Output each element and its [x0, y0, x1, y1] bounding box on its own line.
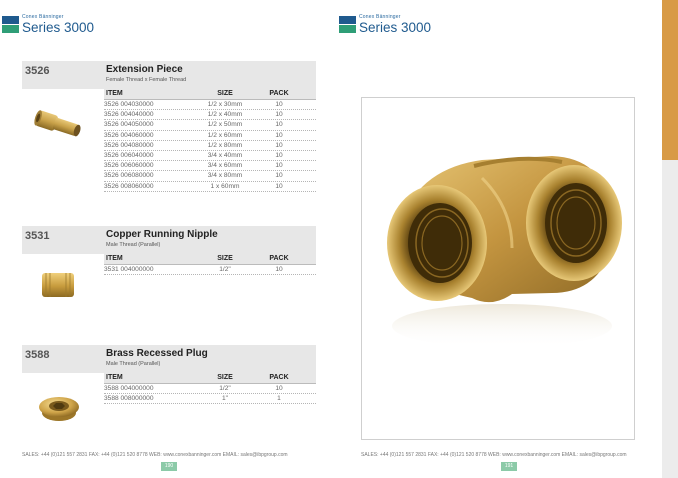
table-row: [104, 141, 316, 151]
brand-company: Conex Bänninger: [359, 14, 401, 20]
cell-item: 3526 004060000: [104, 131, 154, 139]
table-row: [104, 182, 316, 192]
cell-pack: 10: [275, 101, 283, 108]
section-tab-accent: [662, 0, 678, 160]
product-code: 3526: [25, 65, 50, 77]
cell-size: 3/4 x 80mm: [207, 172, 243, 180]
product-subtitle: Male Thread (Parallel): [106, 242, 161, 248]
column-size: SIZE: [217, 90, 233, 97]
table-row: [104, 110, 316, 120]
cell-item: 3588 008000000: [104, 395, 154, 403]
cell-size: 1 x 60mm: [210, 182, 240, 190]
running-nipple-icon: [38, 268, 78, 302]
cell-pack: 1: [277, 395, 281, 403]
column-item: ITEM: [106, 374, 123, 381]
extension-piece-icon: [30, 107, 90, 143]
cell-item: 3526 006080000: [104, 172, 154, 180]
section-header: [22, 345, 316, 373]
product-table: [104, 373, 316, 404]
cell-pack: 10: [275, 121, 283, 129]
table-row: [104, 120, 316, 130]
brand-mark-icon: [339, 16, 356, 33]
page-number-left: 190: [161, 462, 177, 471]
column-size: SIZE: [217, 374, 233, 381]
cell-item: 3526 004040000: [104, 111, 154, 119]
cell-item: 3526 006040000: [104, 151, 154, 159]
cell-pack: 10: [275, 385, 283, 392]
column-item: ITEM: [106, 90, 123, 97]
cell-size: 1/2 x 80mm: [207, 141, 243, 149]
product-table: [104, 89, 316, 192]
brand-series: Series 3000: [359, 20, 432, 35]
page-number-right: 191: [501, 462, 517, 471]
cell-pack: 10: [275, 131, 283, 139]
cell-item: 3531 004000000: [104, 266, 154, 273]
cell-size: 1/2 x 40mm: [207, 111, 243, 119]
cell-item: 3588 004000000: [104, 385, 154, 392]
product-title: Extension Piece: [106, 64, 183, 75]
cell-item: 3526 004030000: [104, 101, 154, 108]
brand-logo-left: [2, 14, 94, 35]
product-title: Brass Recessed Plug: [106, 348, 208, 359]
brand-series: Series 3000: [22, 20, 95, 35]
cell-pack: 10: [275, 172, 283, 180]
footer-contact-right: SALES: +44 (0)121 557 2831 FAX: +44 (0)121 520 8778 WEB: www.conexbanninger.com EMAIL: sales@ibpgroup.com: [361, 452, 627, 458]
cell-pack: 10: [275, 141, 283, 149]
product-section-3531: [22, 226, 316, 273]
table-header: [104, 373, 316, 384]
column-pack: PACK: [269, 255, 289, 262]
section-tab-grey: [662, 160, 678, 478]
column-pack: PACK: [269, 90, 289, 97]
brand-logo-right: [339, 14, 431, 35]
table-header: [104, 89, 316, 100]
cell-item: 3526 008060000: [104, 182, 154, 190]
table-row: [104, 151, 316, 161]
column-pack: PACK: [269, 374, 289, 381]
table-row: [104, 131, 316, 141]
cell-pack: 10: [275, 162, 283, 170]
product-code: 3531: [25, 230, 50, 242]
column-item: ITEM: [106, 255, 123, 262]
table-row: [104, 384, 316, 394]
section-header: [22, 61, 316, 89]
product-subtitle: Female Thread x Female Thread: [106, 77, 187, 83]
brand-company: Conex Bänninger: [22, 14, 64, 20]
cell-item: 3526 004080000: [104, 141, 154, 149]
product-section-3526: [22, 61, 316, 190]
cell-size: 1/2": [219, 385, 231, 392]
column-size: SIZE: [217, 255, 233, 262]
product-photo-frame: [361, 97, 635, 440]
cell-size: 3/4 x 40mm: [207, 151, 243, 159]
cell-size: 1/2 x 50mm: [207, 121, 243, 129]
section-header: [22, 226, 316, 254]
cell-pack: 10: [275, 151, 283, 159]
cell-pack: 10: [275, 182, 283, 190]
cell-item: 3526 006060000: [104, 162, 154, 170]
cell-item: 3526 004050000: [104, 121, 154, 129]
cell-size: 1/2": [219, 266, 231, 273]
product-section-3588: [22, 345, 316, 403]
brand-mark-icon: [2, 16, 19, 33]
cell-pack: 10: [275, 111, 283, 119]
product-code: 3588: [25, 349, 50, 361]
table-row: [104, 171, 316, 181]
cell-size: 1/2 x 60mm: [207, 131, 243, 139]
table-row: [104, 265, 316, 275]
table-row: [104, 100, 316, 110]
cell-size: 1": [221, 395, 228, 403]
recessed-plug-icon: [36, 389, 82, 425]
cell-size: 1/2 x 30mm: [207, 101, 243, 108]
product-table: [104, 254, 316, 275]
table-header: [104, 254, 316, 265]
brass-elbow-icon: [362, 98, 634, 439]
product-title: Copper Running Nipple: [106, 229, 218, 240]
cell-pack: 10: [275, 266, 283, 273]
footer-contact-left: SALES: +44 (0)121 557 2831 FAX: +44 (0)121 520 8778 WEB: www.conexbanninger.com EMAIL: sales@ibpgroup.com: [22, 452, 288, 458]
table-row: [104, 394, 316, 404]
cell-size: 3/4 x 60mm: [207, 162, 243, 170]
product-subtitle: Male Thread (Parallel): [106, 361, 161, 367]
table-row: [104, 161, 316, 171]
